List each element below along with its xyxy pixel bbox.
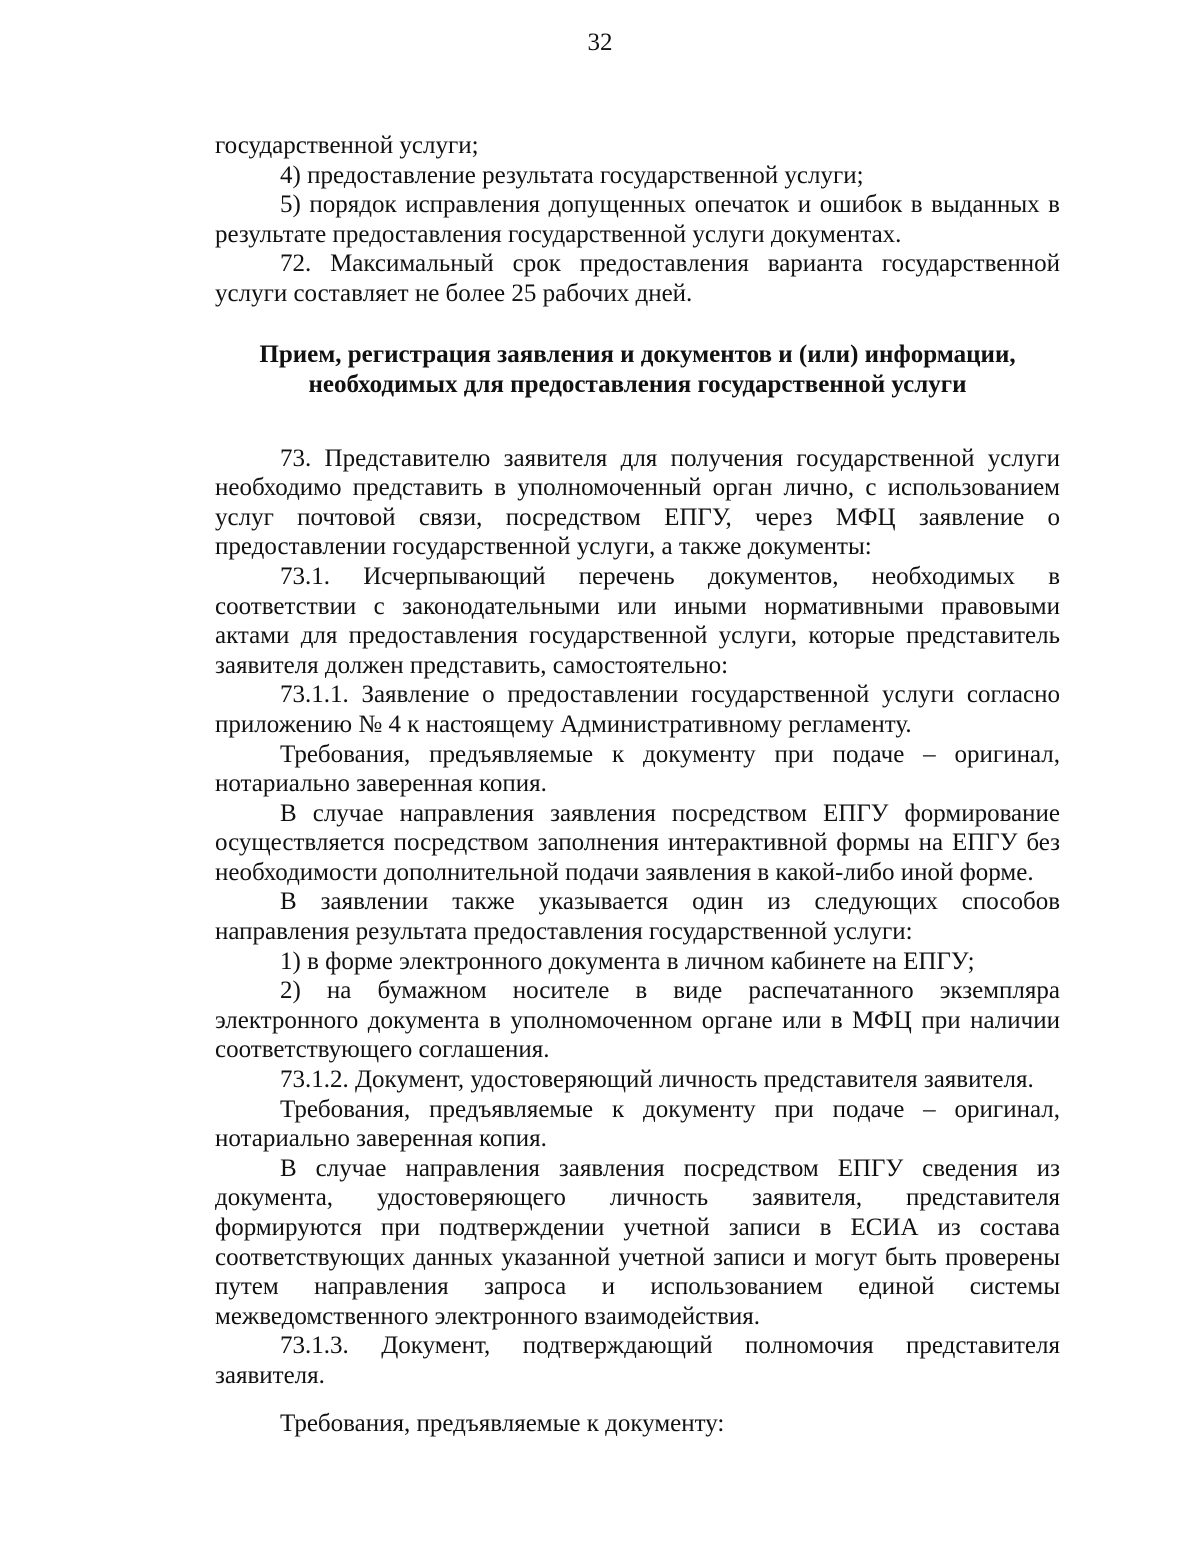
paragraph-73: 73. Представителю заявителя для получения государственной услуги необходимо представить в уполномоченный орган лично, с использованием услуг почтовой связи, посредством ЕПГУ, через МФЦ заявление о предоставлении государственной услуги, а также документы: (215, 444, 1060, 561)
paragraph-epgu-form: В случае направления заявления посредством ЕПГУ формирование осуществляется посредством заполнения интерактивной формы на ЕПГУ без необходимости дополнительной подачи заявления в какой-либо иной форме. (215, 799, 1060, 886)
list-item-5: 5) порядок исправления допущенных опечаток и ошибок в выданных в результате предоставления государственной услуги документах. (215, 191, 1060, 248)
paragraph-result-methods: В заявлении также указывается один из следующих способов направления результата предоставления государственной услуги: (215, 888, 1060, 946)
paragraph-73-1-1: 73.1.1. Заявление о предоставлении государственной услуги согласно приложению № 4 к настоящему Административному регламенту. (215, 681, 1060, 738)
document-body (215, 131, 1060, 1438)
list-item-paper: 2) на бумажном носителе в виде распечатанного экземпляра электронного документа в уполномоченном органе или в МФЦ при наличии соответствующего соглашения. (215, 977, 1060, 1064)
section-heading-line-2: необходимых для предоставления государственной услуги (308, 370, 967, 398)
list-item-4: 4) предоставление результата государственной услуги; (280, 161, 864, 189)
paragraph-73-1-3: 73.1.3. Документ, подтверждающий полномочия представителя заявителя. (215, 1332, 1060, 1389)
paragraph-requirements-1: Требования, предъявляемые к документу при подаче – оригинал, нотариально заверенная копия. (215, 740, 1060, 798)
paragraph-epgu-identity: В случае направления заявления посредством ЕПГУ сведения из документа, удостоверяющего личность заявителя, представителя формируются при подтверждении учетной записи в ЕСИА из состава соответствующих данных указанной учетной записи и могут быть проверены путем направления запроса и использованием единой системы межведомственного электронного взаимодействия. (215, 1154, 1060, 1330)
section-heading-line-1: Прием, регистрация заявления и документов и (или) информации, (259, 340, 1016, 368)
section-heading (215, 340, 1060, 400)
list-item-electronic: 1) в форме электронного документа в личном кабинете на ЕПГУ; (280, 947, 975, 975)
paragraph-73-1: 73.1. Исчерпывающий перечень документов, необходимых в соответствии с законодательными или иными нормативными правовыми актами для предоставления государственной услуги, которые представитель заявителя должен представить, самостоятельно: (215, 562, 1060, 679)
spacer (215, 1391, 1060, 1409)
paragraph-73-1-2: 73.1.2. Документ, удостоверяющий личность представителя заявителя. (280, 1066, 1034, 1094)
paragraph-continuation: государственной услуги; (215, 132, 479, 159)
page-number: 32 (587, 29, 613, 56)
paragraph-requirements-3: Требования, предъявляемые к документу: (280, 1409, 725, 1437)
paragraph-requirements-2: Требования, предъявляемые к документу при подаче – оригинал, нотариально заверенная копия. (215, 1095, 1060, 1153)
paragraph-72: 72. Максимальный срок предоставления варианта государственной услуги составляет не более 25 рабочих дней. (215, 250, 1060, 307)
